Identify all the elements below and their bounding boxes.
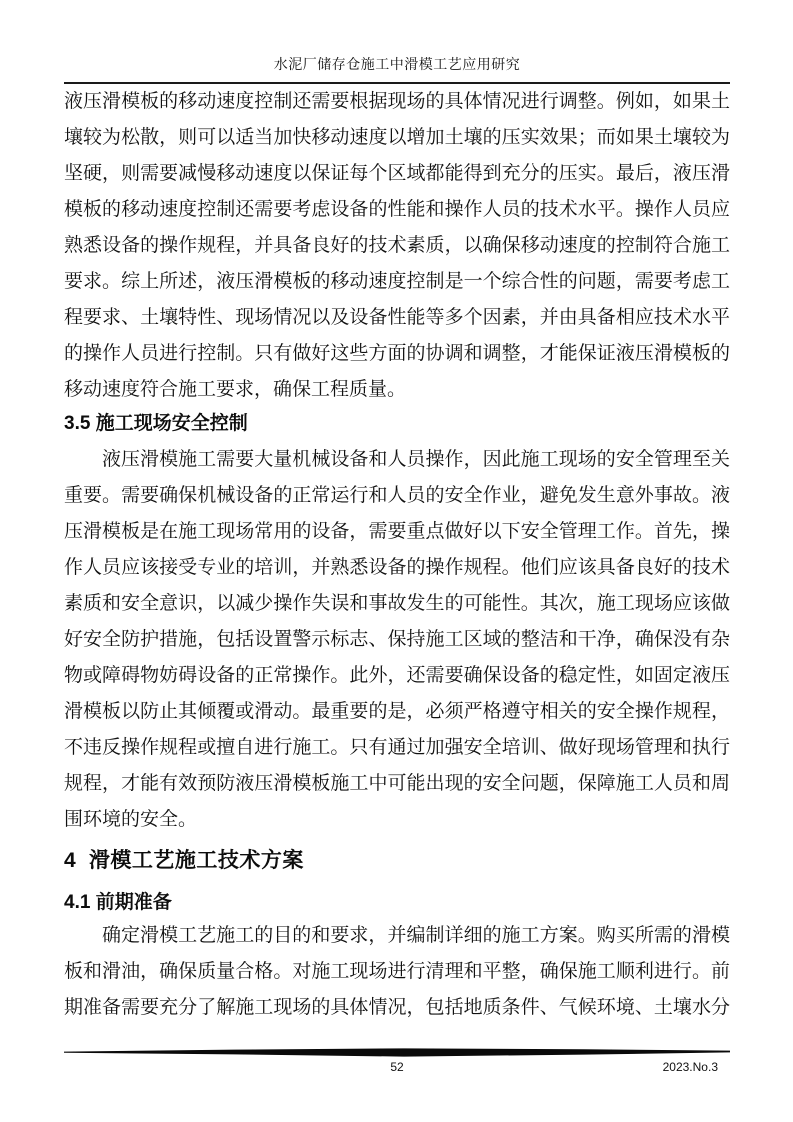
paragraph-site-safety xyxy=(64,442,730,838)
text-line: 的操作人员进行控制。只有做好这些方面的协调和调整，才能保证液压滑模板的 xyxy=(64,343,730,364)
text-line: 好安全防护措施，包括设置警示标志、保持施工区域的整洁和干净，确保没有杂 xyxy=(64,629,730,650)
text-line: 液压滑模板的移动速度控制还需要根据现场的具体情况进行调整。例如，如果土 xyxy=(64,91,730,112)
text-line: 板和滑油，确保质量合格。对施工现场进行清理和平整，确保施工顺利进行。前 xyxy=(64,961,730,982)
text-line: 移动速度符合施工要求，确保工程质量。 xyxy=(64,379,407,400)
text-line: 不违反操作规程或擅自进行施工。只有通过加强安全培训、做好现场管理和执行 xyxy=(64,737,730,758)
section-heading-3-5: 3.5 施工现场安全控制 xyxy=(64,413,248,434)
text-line: 熟悉设备的操作规程，并具备良好的技术素质，以确保移动速度的控制符合施工 xyxy=(64,235,730,256)
text-line: 压滑模板是在施工现场常用的设备，需要重点做好以下安全管理工作。首先，操 xyxy=(64,521,730,542)
text-line: 滑模板以防止其倾覆或滑动。最重要的是，必须严格遵守相关的安全操作规程， xyxy=(64,701,730,722)
text-line: 确定滑模工艺施工的目的和要求，并编制详细的施工方案。购买所需的滑模 xyxy=(102,925,730,946)
text-line: 规程，才能有效预防液压滑模板施工中可能出现的安全问题，保障施工人员和周 xyxy=(64,773,730,794)
text-line: 期准备需要充分了解施工现场的具体情况，包括地质条件、气候环境、土壤水分 xyxy=(64,997,730,1018)
text-line: 要求。综上所述，液压滑模板的移动速度控制是一个综合性的问题，需要考虑工 xyxy=(64,271,730,292)
page-footer xyxy=(64,1048,730,1075)
text-line: 壤较为松散，则可以适当加快移动速度以增加土壤的压实效果；而如果土壤较为 xyxy=(64,127,730,148)
issue-label: 2023.No.3 xyxy=(662,1060,718,1074)
page-content xyxy=(64,0,730,1026)
text-line: 程要求、土壤特性、现场情况以及设备性能等多个因素，并由具备相应技术水平 xyxy=(64,307,730,328)
text-line: 围环境的安全。 xyxy=(64,809,198,830)
paragraph-preparation xyxy=(64,918,730,1026)
text-line: 素质和安全意识，以减少操作失误和事故发生的可能性。其次，施工现场应该做 xyxy=(64,593,730,614)
section-heading-4: 4 滑模工艺施工技术方案 xyxy=(64,849,304,872)
text-line: 作人员应该接受专业的培训，并熟悉设备的操作规程。他们应该具备良好的技术 xyxy=(64,557,730,578)
text-line: 模板的移动速度控制还需要考虑设备的性能和操作人员的技术水平。操作人员应 xyxy=(64,199,730,220)
footer-text-row xyxy=(64,1059,730,1075)
text-line: 物或障碍物妨碍设备的正常操作。此外，还需要确保设备的稳定性，如固定液压 xyxy=(64,665,730,686)
running-head-title: 水泥厂储存仓施工中滑模工艺应用研究 xyxy=(64,0,730,84)
text-line: 坚硬，则需要减慢移动速度以保证每个区域都能得到充分的压实。最后，液压滑 xyxy=(64,163,730,184)
text-line: 液压滑模施工需要大量机械设备和人员操作，因此施工现场的安全管理至关 xyxy=(102,449,730,470)
footer-rule xyxy=(64,1048,730,1057)
page-number: 52 xyxy=(390,1060,404,1074)
paragraph-speed-control xyxy=(64,84,730,408)
text-line: 重要。需要确保机械设备的正常运行和人员的安全作业，避免发生意外事故。液 xyxy=(64,485,730,506)
section-heading-4-1: 4.1 前期准备 xyxy=(64,892,172,913)
